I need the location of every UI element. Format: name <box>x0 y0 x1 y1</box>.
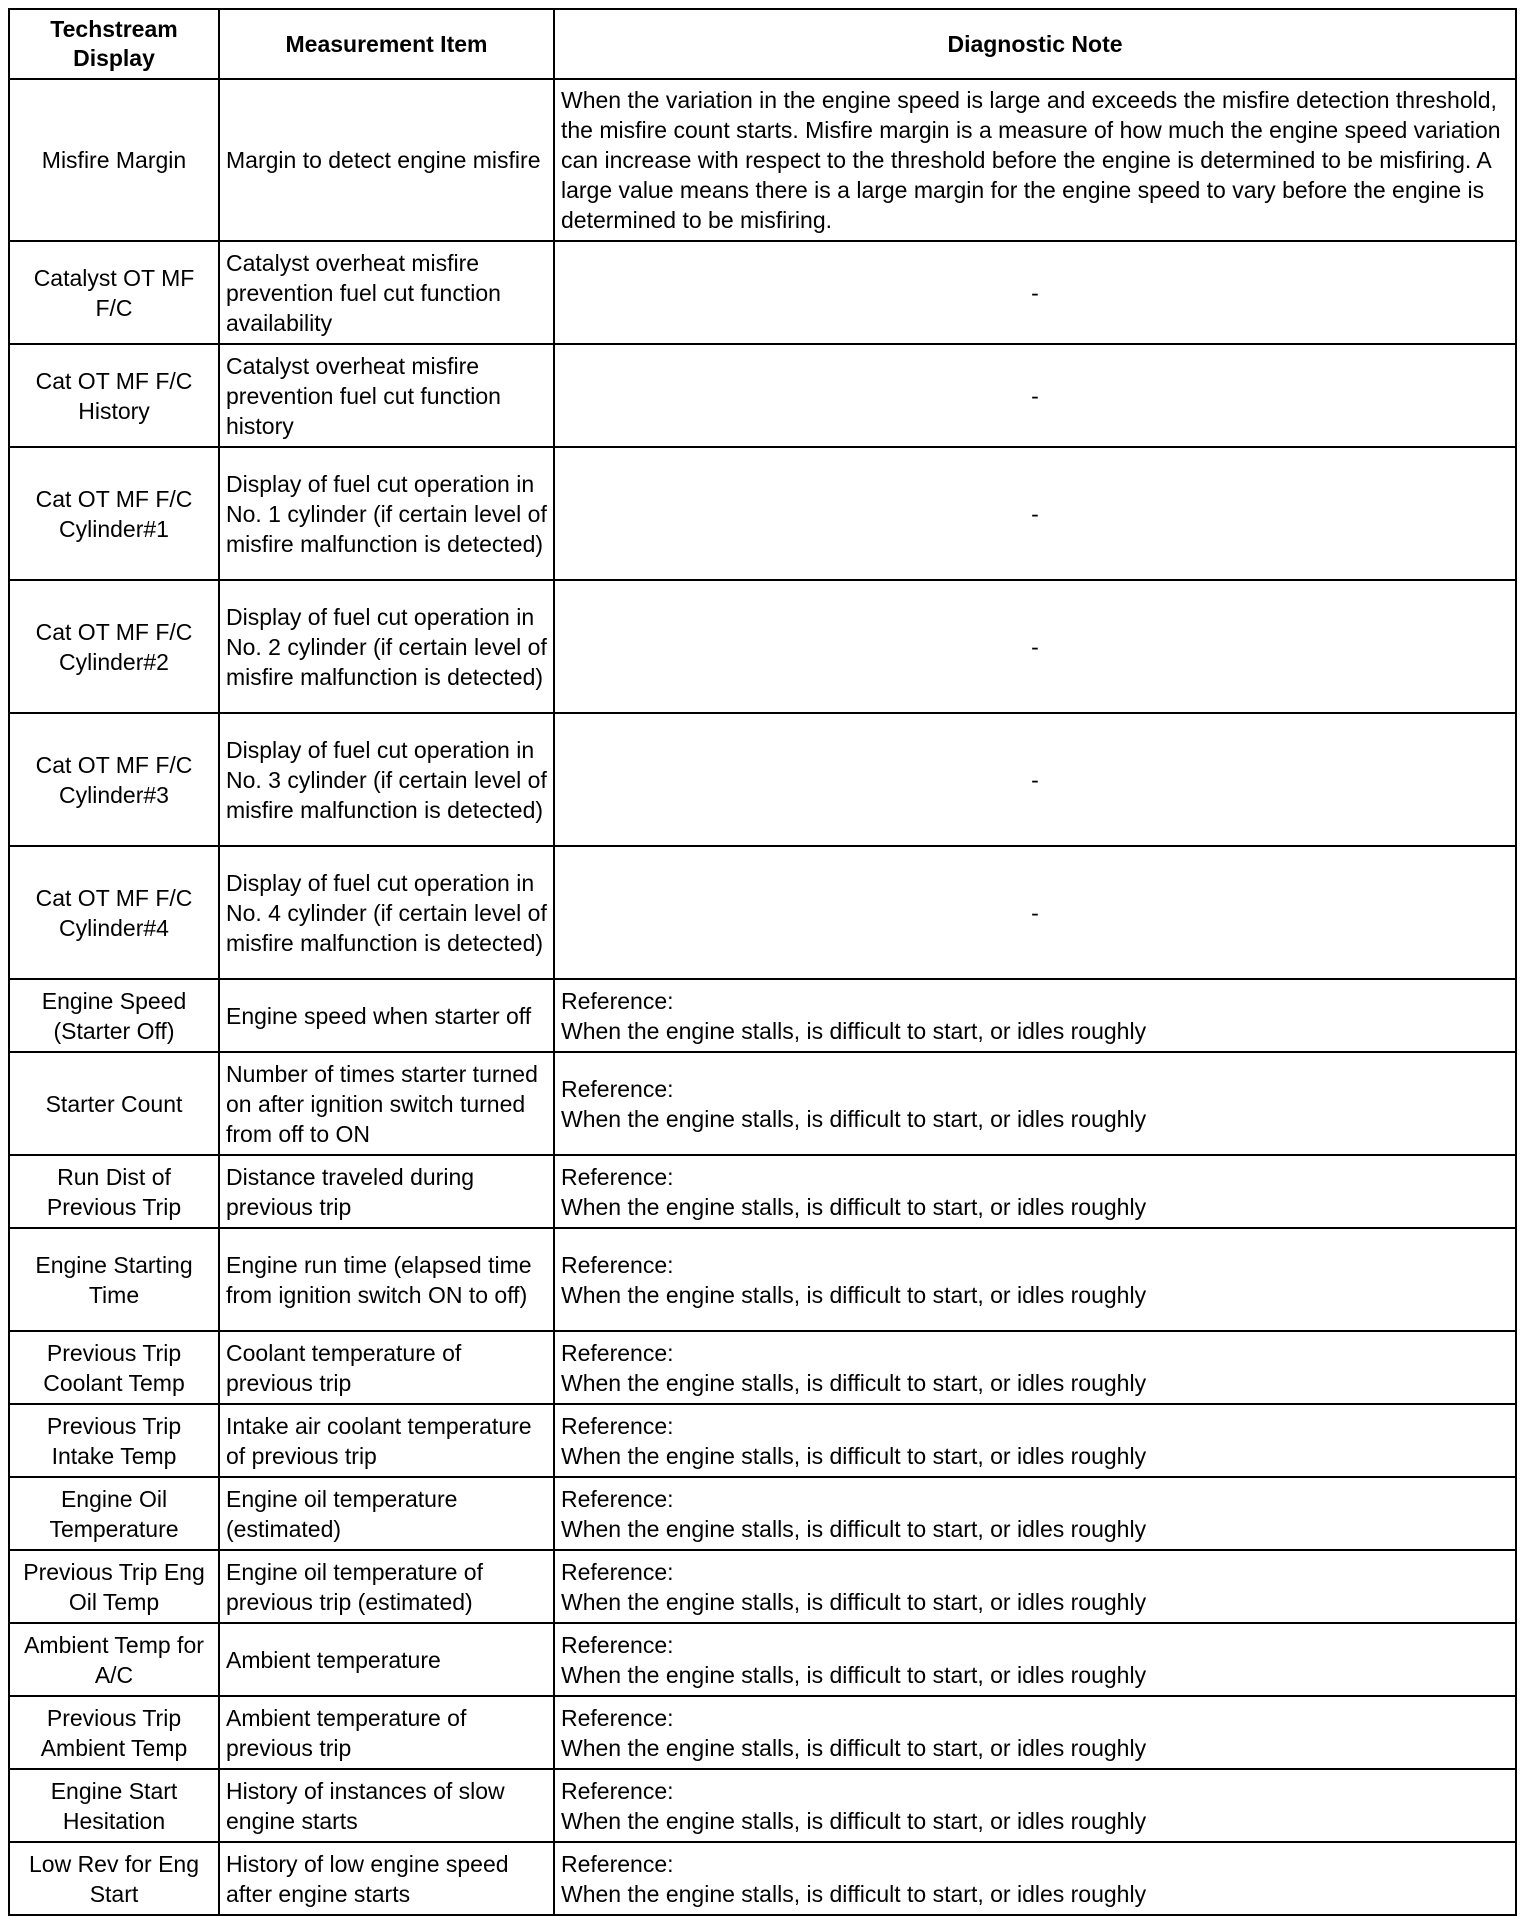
note-reference-text: When the engine stalls, is difficult to start, or idles roughly <box>561 1807 1147 1834</box>
cell-techstream-display: Previous Trip Intake Temp <box>9 1404 219 1477</box>
cell-techstream-display: Catalyst OT MF F/C <box>9 241 219 344</box>
table-row <box>9 241 1516 344</box>
cell-diagnostic-note <box>554 1155 1516 1228</box>
cell-diagnostic-note: - <box>554 447 1516 580</box>
cell-diagnostic-note <box>554 1404 1516 1477</box>
note-reference-text: When the engine stalls, is difficult to start, or idles roughly <box>561 1880 1147 1907</box>
note-reference-text: When the engine stalls, is difficult to start, or idles roughly <box>561 1193 1147 1220</box>
cell-diagnostic-note <box>554 1228 1516 1331</box>
cell-measurement-item: Intake air coolant temperature of previous trip <box>219 1404 554 1477</box>
note-reference-label: Reference: <box>561 1558 674 1585</box>
cell-measurement-item: History of low engine speed after engine starts <box>219 1842 554 1915</box>
cell-techstream-display: Engine Start Hesitation <box>9 1769 219 1842</box>
table-row <box>9 344 1516 447</box>
cell-measurement-item: Distance traveled during previous trip <box>219 1155 554 1228</box>
header-measurement-item: Measurement Item <box>219 9 554 79</box>
cell-measurement-item: Display of fuel cut operation in No. 2 cylinder (if certain level of misfire malfunction is detected) <box>219 580 554 713</box>
table-row <box>9 1696 1516 1769</box>
table-header-row <box>9 9 1516 79</box>
cell-techstream-display: Cat OT MF F/C Cylinder#3 <box>9 713 219 846</box>
note-reference-label: Reference: <box>561 1163 674 1190</box>
cell-techstream-display: Ambient Temp for A/C <box>9 1623 219 1696</box>
note-reference-label: Reference: <box>561 1251 674 1278</box>
cell-diagnostic-note <box>554 1769 1516 1842</box>
table-row <box>9 1052 1516 1155</box>
table-row <box>9 1550 1516 1623</box>
cell-techstream-display: Cat OT MF F/C History <box>9 344 219 447</box>
cell-techstream-display: Cat OT MF F/C Cylinder#4 <box>9 846 219 979</box>
note-reference-label: Reference: <box>561 1412 674 1439</box>
note-reference-text: When the engine stalls, is difficult to start, or idles roughly <box>561 1281 1147 1308</box>
cell-diagnostic-note <box>554 1623 1516 1696</box>
table-row <box>9 1477 1516 1550</box>
table-row <box>9 846 1516 979</box>
note-reference-label: Reference: <box>561 1777 674 1804</box>
table-row <box>9 979 1516 1052</box>
cell-measurement-item: Margin to detect engine misfire <box>219 79 554 241</box>
note-reference-label: Reference: <box>561 1704 674 1731</box>
cell-diagnostic-note: - <box>554 846 1516 979</box>
cell-measurement-item: Engine oil temperature (estimated) <box>219 1477 554 1550</box>
note-reference-text: When the engine stalls, is difficult to start, or idles roughly <box>561 1734 1147 1761</box>
note-reference-label: Reference: <box>561 1339 674 1366</box>
cell-measurement-item: Display of fuel cut operation in No. 4 cylinder (if certain level of misfire malfunction is detected) <box>219 846 554 979</box>
cell-measurement-item: Ambient temperature <box>219 1623 554 1696</box>
cell-diagnostic-note: When the variation in the engine speed is large and exceeds the misfire detection threshold, the misfire count starts. Misfire margin is a measure of how much the engine speed variation can increase with respect to the threshold before the engine is determined to be misfiring. A large value means there is a large margin for the engine speed to vary before the engine is determined to be misfiring. <box>554 79 1516 241</box>
cell-techstream-display: Low Rev for Eng Start <box>9 1842 219 1915</box>
cell-measurement-item: Ambient temperature of previous trip <box>219 1696 554 1769</box>
cell-techstream-display: Misfire Margin <box>9 79 219 241</box>
cell-diagnostic-note <box>554 1331 1516 1404</box>
diagnostic-data-table <box>8 8 1517 1916</box>
cell-diagnostic-note <box>554 1477 1516 1550</box>
cell-techstream-display: Previous Trip Eng Oil Temp <box>9 1550 219 1623</box>
table-row <box>9 1623 1516 1696</box>
cell-measurement-item: History of instances of slow engine starts <box>219 1769 554 1842</box>
cell-measurement-item: Display of fuel cut operation in No. 1 cylinder (if certain level of misfire malfunction is detected) <box>219 447 554 580</box>
cell-measurement-item: Catalyst overheat misfire prevention fuel cut function availability <box>219 241 554 344</box>
note-reference-text: When the engine stalls, is difficult to start, or idles roughly <box>561 1017 1147 1044</box>
table-row <box>9 713 1516 846</box>
table-row <box>9 447 1516 580</box>
cell-techstream-display: Starter Count <box>9 1052 219 1155</box>
cell-techstream-display: Previous Trip Ambient Temp <box>9 1696 219 1769</box>
cell-measurement-item: Catalyst overheat misfire prevention fuel cut function history <box>219 344 554 447</box>
cell-diagnostic-note <box>554 1550 1516 1623</box>
note-reference-label: Reference: <box>561 1631 674 1658</box>
cell-techstream-display: Engine Oil Temperature <box>9 1477 219 1550</box>
cell-techstream-display: Previous Trip Coolant Temp <box>9 1331 219 1404</box>
cell-diagnostic-note: - <box>554 580 1516 713</box>
note-reference-label: Reference: <box>561 987 674 1014</box>
table-body <box>9 79 1516 1915</box>
cell-techstream-display: Run Dist of Previous Trip <box>9 1155 219 1228</box>
cell-diagnostic-note: - <box>554 241 1516 344</box>
cell-diagnostic-note <box>554 1696 1516 1769</box>
table-row <box>9 1404 1516 1477</box>
note-reference-text: When the engine stalls, is difficult to start, or idles roughly <box>561 1588 1147 1615</box>
cell-techstream-display: Engine Starting Time <box>9 1228 219 1331</box>
table-row <box>9 1769 1516 1842</box>
note-reference-text: When the engine stalls, is difficult to start, or idles roughly <box>561 1442 1147 1469</box>
table-row <box>9 79 1516 241</box>
table-row <box>9 580 1516 713</box>
cell-diagnostic-note <box>554 979 1516 1052</box>
cell-techstream-display: Cat OT MF F/C Cylinder#2 <box>9 580 219 713</box>
cell-measurement-item: Engine speed when starter off <box>219 979 554 1052</box>
note-reference-text: When the engine stalls, is difficult to start, or idles roughly <box>561 1515 1147 1542</box>
note-reference-label: Reference: <box>561 1485 674 1512</box>
table-row <box>9 1842 1516 1915</box>
cell-diagnostic-note <box>554 1842 1516 1915</box>
cell-techstream-display: Cat OT MF F/C Cylinder#1 <box>9 447 219 580</box>
note-reference-label: Reference: <box>561 1075 674 1102</box>
cell-diagnostic-note <box>554 1052 1516 1155</box>
cell-measurement-item: Display of fuel cut operation in No. 3 cylinder (if certain level of misfire malfunction is detected) <box>219 713 554 846</box>
cell-diagnostic-note: - <box>554 344 1516 447</box>
note-reference-text: When the engine stalls, is difficult to start, or idles roughly <box>561 1661 1147 1688</box>
cell-measurement-item: Engine run time (elapsed time from ignition switch ON to off) <box>219 1228 554 1331</box>
table-row <box>9 1155 1516 1228</box>
table-row <box>9 1228 1516 1331</box>
header-techstream-display: Techstream Display <box>9 9 219 79</box>
cell-techstream-display: Engine Speed (Starter Off) <box>9 979 219 1052</box>
note-reference-text: When the engine stalls, is difficult to start, or idles roughly <box>561 1369 1147 1396</box>
cell-diagnostic-note: - <box>554 713 1516 846</box>
cell-measurement-item: Engine oil temperature of previous trip (estimated) <box>219 1550 554 1623</box>
table-row <box>9 1331 1516 1404</box>
cell-measurement-item: Number of times starter turned on after ignition switch turned from off to ON <box>219 1052 554 1155</box>
cell-measurement-item: Coolant temperature of previous trip <box>219 1331 554 1404</box>
header-diagnostic-note: Diagnostic Note <box>554 9 1516 79</box>
note-reference-text: When the engine stalls, is difficult to start, or idles roughly <box>561 1105 1147 1132</box>
note-reference-label: Reference: <box>561 1850 674 1877</box>
